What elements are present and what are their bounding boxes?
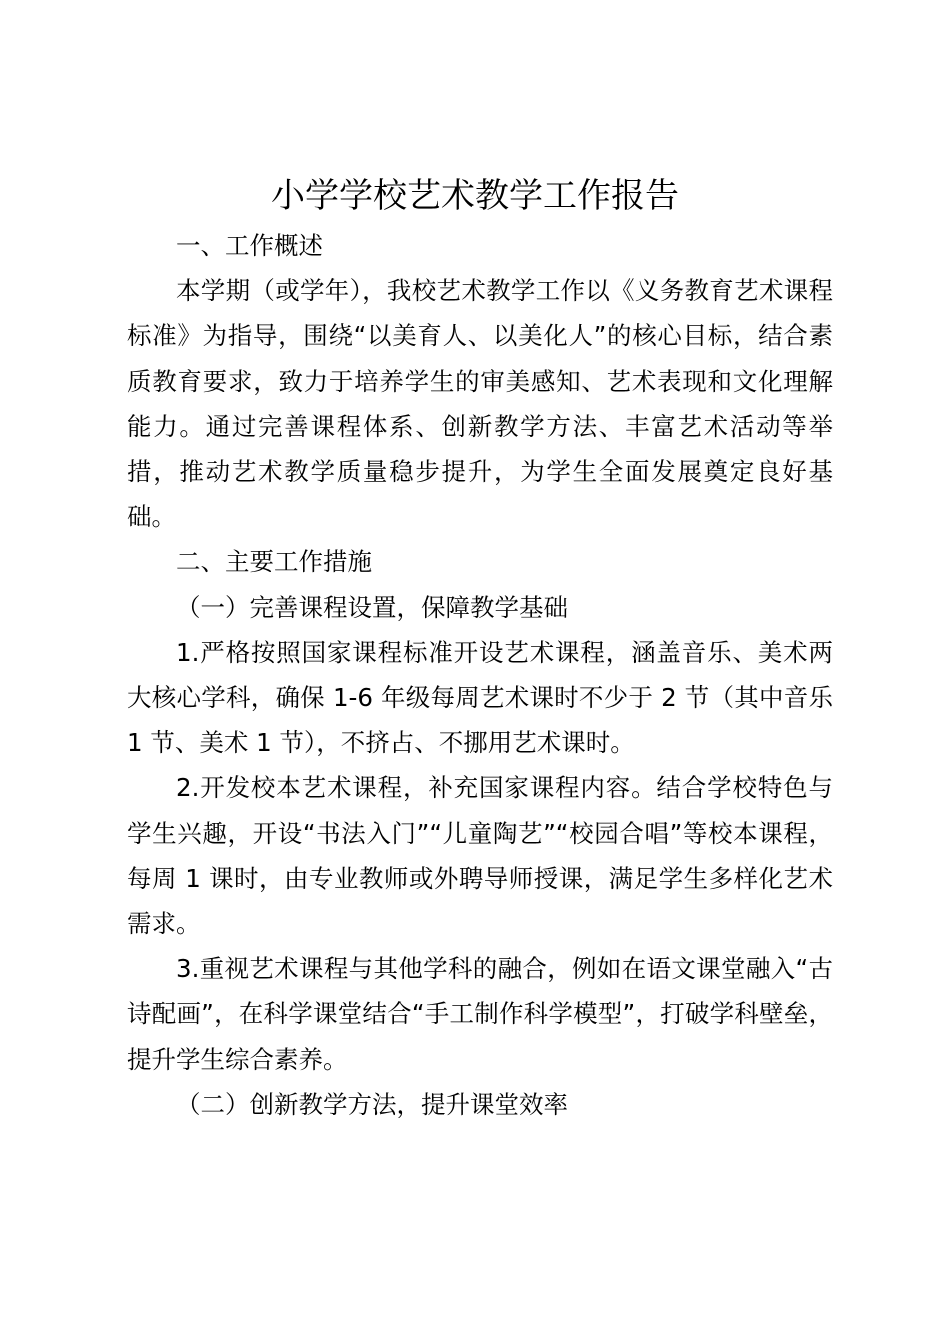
body-paragraph: 2.开发校本艺术课程，补充国家课程内容。结合学校特色与学生兴趣，开设“书法入门”“儿童陶艺”“校园合唱”等校本课程，每周 1 课时，由专业教师或外聘导师授课，满足学生多样化艺术需求。 <box>127 773 833 939</box>
document-body <box>127 223 833 1127</box>
subsection-heading: （二）创新教学方法，提升课堂效率 <box>176 1089 568 1119</box>
body-paragraph: 本学期（或学年），我校艺术教学工作以《义务教育艺术课程标准》为指导，围绕“以美育人、以美化人”的核心目标，结合素质教育要求，致力于培养学生的审美感知、艺术表现和文化理解能力。通过完善课程体系、创新教学方法、丰富艺术活动等举措，推动艺术教学质量稳步提升，为学生全面发展奠定良好基础。 <box>127 276 833 532</box>
document-title: 小学学校艺术教学工作报告 <box>271 176 679 216</box>
section-heading-overview: 一、工作概述 <box>176 231 323 260</box>
body-paragraph: 3.重视艺术课程与其他学科的融合，例如在语文课堂融入“古诗配画”，在科学课堂结合“手工制作科学模型”，打破学科壁垒，提升学生综合素养。 <box>127 954 833 1074</box>
section-heading-measures: 二、主要工作措施 <box>176 547 372 577</box>
body-paragraph: 1.严格按照国家课程标准开设艺术课程，涵盖音乐、美术两大核心学科，确保 1-6 年级每周艺术课时不少于 2 节（其中音乐 1 节、美术 1 节），不挤占、不挪用艺术课时。 <box>127 637 833 758</box>
subsection-heading: （一）完善课程设置，保障教学基础 <box>176 592 568 622</box>
